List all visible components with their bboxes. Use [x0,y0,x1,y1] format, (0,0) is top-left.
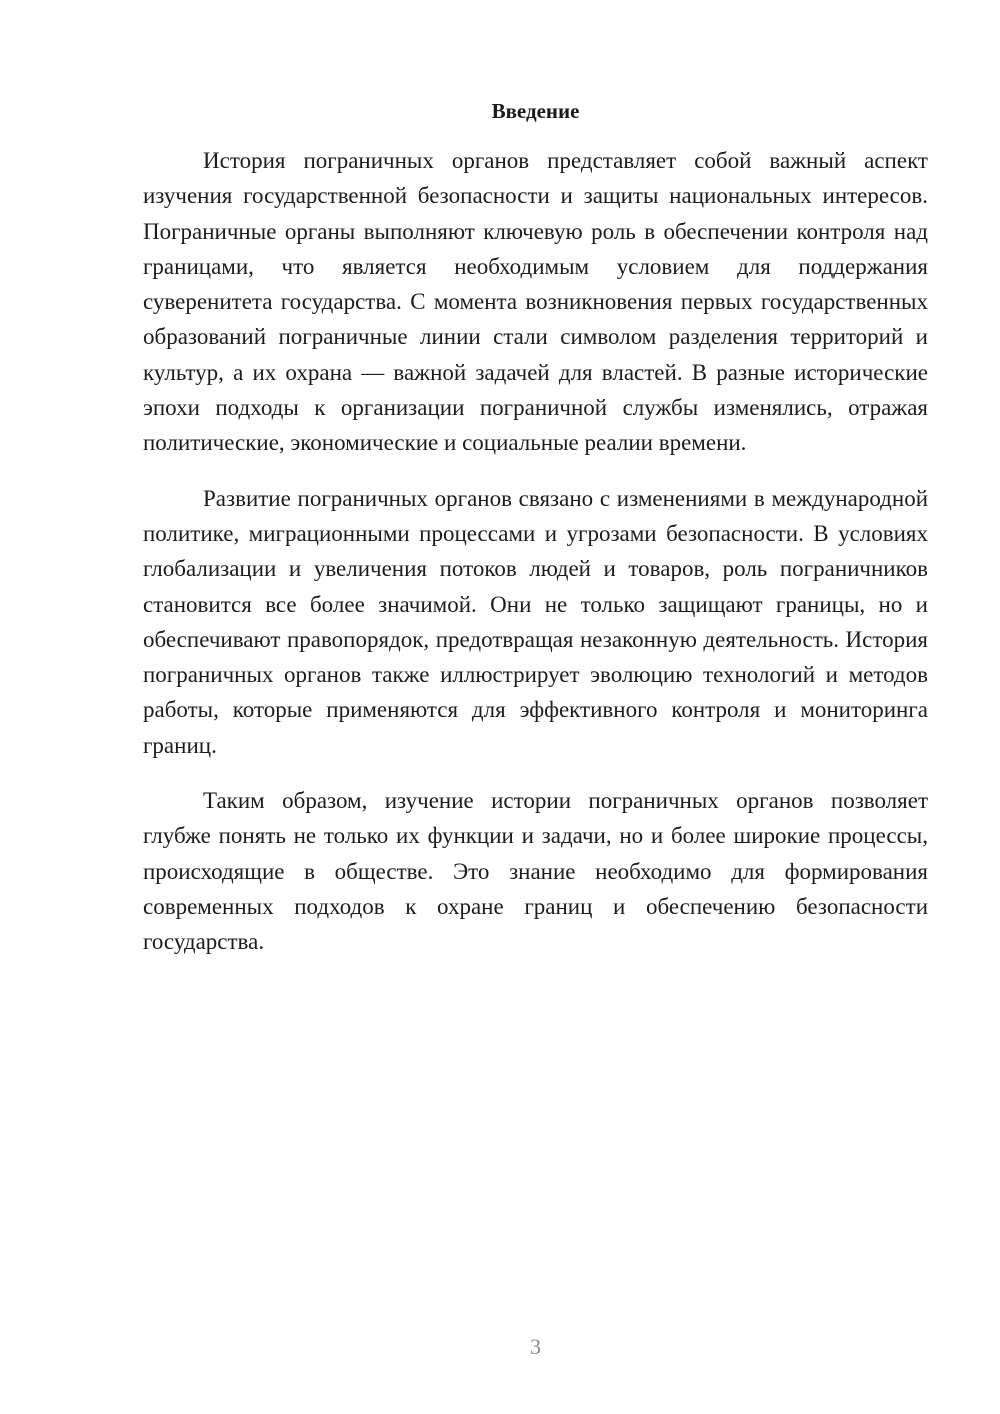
paragraph-2: Развитие пограничных органов связано с изменениями в международной политике, миграционными процессами и угрозами безопасности. В условиях глобализации и увеличения потоков людей и товаров, роль пограничников становится все более значимой. Они не только защищают границы, но и обеспечивают правопорядок, предотвращая незаконную деятельность. История пограничных органов также иллюстрирует эволюцию технологий и методов работы, которые применяются для эффективного контроля и мониторинга границ. [143,485,928,758]
paragraph-1: История пограничных органов представляет собой важный аспект изучения государственной безопасности и защиты национальных интересов. Пограничные органы выполняют ключевую роль в обеспечении контроля над границами, что является необходимым условием для поддержания суверенитета государства. С момента возникновения первых государственных образований пограничные линии стали символом разделения территорий и культур, а их охрана — важной задачей для властей. В разные исторические эпохи подходы к организации пограничной службы изменялись, отражая политические, экономические и социальные реалии времени. [143,148,928,456]
paragraph-3: Таким образом, изучение истории пограничных органов позволяет глубже понять не только их функции и задачи, но и более широкие процессы, происходящие в обществе. Это знание необходимо для формирования современных подходов к охране границ и обеспечению безопасности государства. [143,788,928,955]
body-text [143,143,928,980]
section-title: Введение [491,99,580,123]
page-number: 3 [530,1334,541,1359]
